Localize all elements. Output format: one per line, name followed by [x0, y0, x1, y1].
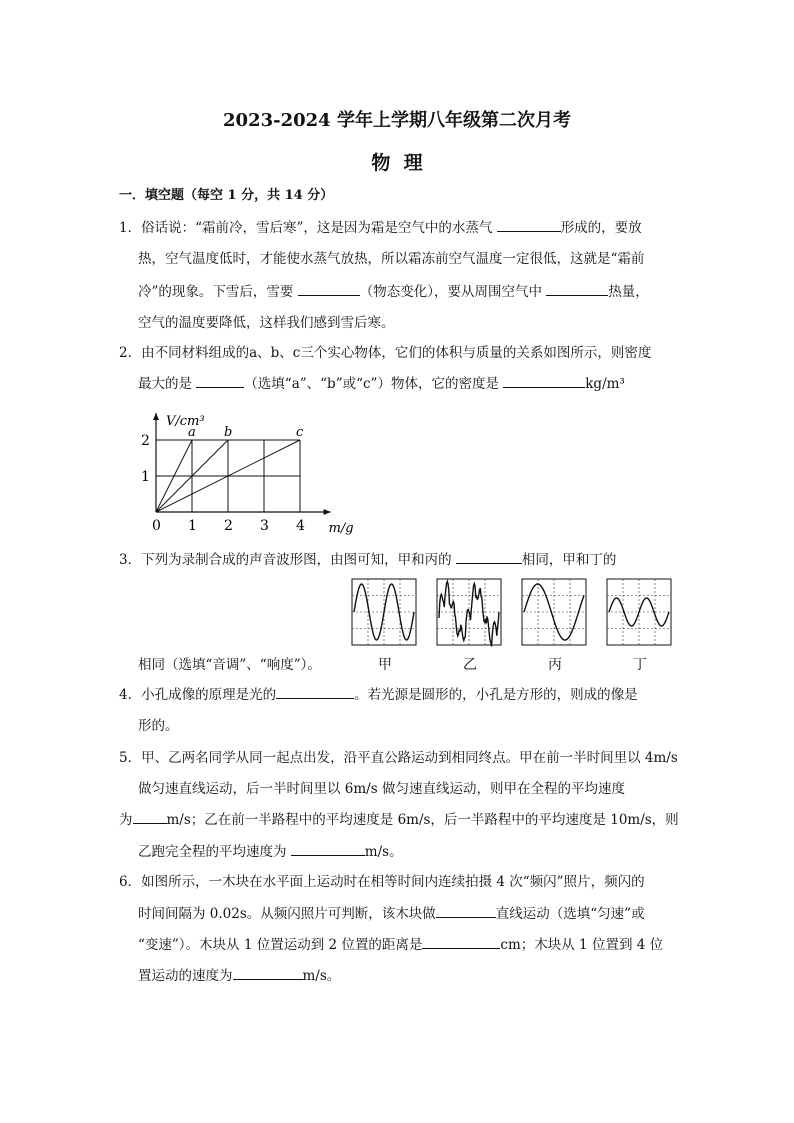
- q4-line2: 形的。: [138, 718, 179, 734]
- q1-blank2[interactable]: [298, 281, 360, 296]
- density-graph: [130, 405, 354, 536]
- q1-line4: 空气的温度要降低，这样我们感到雪后寒。: [138, 315, 395, 331]
- q6-line4: 置运动的速度为 m/s。: [138, 965, 340, 986]
- section-heading: 一．填空题（每空 1 分，共 14 分）: [119, 188, 334, 203]
- waveform-panels: [350, 577, 680, 647]
- q4-blank1[interactable]: [276, 684, 354, 699]
- q3-line1: 3．下列为录制合成的声音波形图，由图可知，甲和丙的 相同，甲和丁的: [119, 549, 616, 570]
- y-tick-label: 2: [141, 433, 150, 449]
- q1-line1: 1．俗话说：“霜前冷，雪后寒”，这是因为霜是空气中的水蒸气 形成的，要放: [119, 217, 642, 238]
- x-tick-label: 3: [260, 518, 269, 534]
- q1-blank1[interactable]: [497, 217, 561, 232]
- x-tick-label: 1: [188, 518, 197, 534]
- q1-line2: 热，空气温度低时，才能使水蒸气放热，所以霜冻前空气温度一定很低，这就是“霜前: [138, 251, 645, 267]
- wave-label-ding: 丁: [633, 657, 647, 673]
- q6-line3: “变速”）。木块从 1 位置运动到 2 位置的距离是 cm；木块从 1 位置到 4 位: [138, 934, 663, 955]
- q6-line1: 6．如图所示，一木块在水平面上运动时在相等时间内连续拍摄 4 次“频闪”照片，频闪的: [119, 874, 645, 890]
- y-axis-title: V/cm³: [166, 414, 205, 429]
- x-tick-label: 0: [152, 518, 161, 534]
- series-label-a: a: [188, 425, 196, 440]
- q4-line1: 4．小孔成像的原理是光的 。若光源是圆形的，小孔是方形的，则成的像是: [119, 684, 638, 705]
- q1-line3: 冷”的现象。下雪后，雪要 （物态变化），要从周围空气中 热量，: [138, 281, 649, 302]
- exam-title: 2023-2024 学年上学期八年级第二次月考: [223, 110, 571, 131]
- q2-line2: 最大的是 （选填“a”、“b”或“c”）物体，它的密度是 kg/m³: [138, 373, 625, 394]
- q6-line2: 时间间隔为 0.02s。从频闪照片可判断，该木块做 直线运动（选填“匀速”或: [138, 903, 645, 924]
- y-tick-label: 1: [141, 469, 150, 485]
- x-axis-arrow: [324, 509, 331, 515]
- wave-label-bing: 丙: [548, 657, 562, 673]
- q5-line2: 做匀速直线运动，后一半时间里以 6m/s 做匀速直线运动，则甲在全程的平均速度: [138, 781, 625, 797]
- y-axis-arrow: [153, 413, 159, 420]
- q2-line1: 2．由不同材料组成的a、b、c三个实心物体，它们的体积与质量的关系如图所示，则密度: [119, 345, 652, 361]
- x-tick-label: 2: [224, 518, 233, 534]
- q5-blank1[interactable]: [133, 809, 167, 824]
- q5-line1: 5．甲、乙两名同学从同一起点出发，沿平直公路运动到相同终点。甲在前一半时间里以 4m/s: [119, 750, 678, 766]
- q3-blank1[interactable]: [456, 549, 522, 564]
- series-label-b: b: [224, 425, 233, 440]
- q6-blank1[interactable]: [436, 903, 496, 918]
- q2-blank2[interactable]: [503, 373, 585, 388]
- q5-line3: 为 m/s；乙在前一半路程中的平均速度是 6m/s，后一半路程中的平均速度是 10m/s，则: [119, 809, 679, 830]
- x-axis-title: m/g: [328, 521, 354, 536]
- subject-title: 物 理: [371, 152, 423, 174]
- q1-blank3[interactable]: [546, 281, 608, 296]
- wave-label-yi: 乙: [463, 657, 477, 673]
- q6-blank2[interactable]: [422, 934, 500, 949]
- x-tick-label: 4: [296, 518, 305, 534]
- wave-label-jia: 甲: [378, 657, 392, 673]
- q5-blank2[interactable]: [291, 841, 365, 856]
- q2-blank1[interactable]: [196, 373, 244, 388]
- q5-line4: 乙跑完全程的平均速度为 m/s。: [138, 841, 403, 862]
- series-label-c: c: [296, 425, 304, 440]
- q6-blank3[interactable]: [233, 965, 303, 980]
- q3-line2: 相同（选填“音调”、“响度”）。: [138, 657, 321, 673]
